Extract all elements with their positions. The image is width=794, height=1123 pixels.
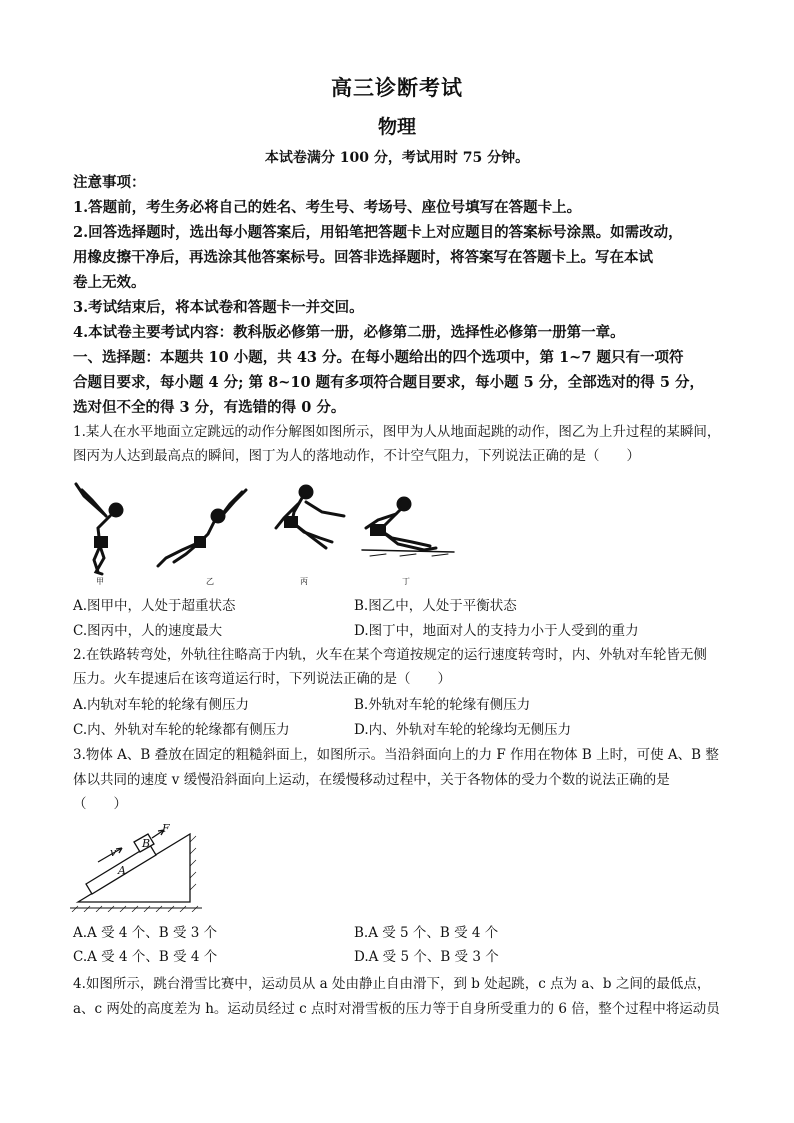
- q1-stem-line-2: 图丙为人达到最高点的瞬间，图丁为人的落地动作，不计空气阻力，下列说法正确的是（ ）: [73, 448, 640, 464]
- jumper-yi: [158, 490, 246, 566]
- note-2-line-2: 用橡皮擦干净后，再选涂其他答案标号。回答非选择题时，将答案写在答题卡上。写在本试: [73, 249, 653, 266]
- section-1-line-1: 一、选择题：本题共 10 小题，共 43 分。在每小题给出的四个选项中，第 1~7 题只有一项符: [73, 349, 684, 366]
- q1-stem-line-1: 1.某人在水平地面立定跳远的动作分解图如图所示，图甲为人从地面起跳的动作，图乙为上升过程的某瞬间，: [73, 424, 721, 440]
- note-1: 1.答题前，考生务必将自己的姓名、考生号、考场号、座位号填写在答题卡上。: [73, 199, 582, 216]
- q1-option-a: A.图甲中，人处于超重状态: [73, 598, 236, 614]
- q3-stem-line-3: （ ）: [73, 796, 127, 812]
- notes-heading: 注意事项：: [73, 174, 146, 191]
- fig-label-yi: 乙: [206, 577, 214, 586]
- q3-label-b: B: [142, 837, 151, 850]
- q1-jump-figure: [70, 476, 470, 588]
- fig-label-ding: 丁: [402, 577, 410, 586]
- q3-label-v: v: [110, 846, 117, 859]
- note-3: 3.考试结束后，将本试卷和答题卡一并交回。: [73, 299, 364, 316]
- jumper-jia: [76, 484, 122, 574]
- section-1-line-3: 选对但不全的得 3 分，有选错的得 0 分。: [73, 399, 346, 416]
- q4-stem-line-1: 4.如图所示，跳台滑雪比赛中，运动员从 a 处由静止自由滑下，到 b 处起跳，c 点为 a、b 之间的最低点，: [73, 976, 711, 992]
- note-2-line-1: 2.回答选择题时，选出每小题答案后，用铅笔把答题卡上对应题目的答案标号涂黑。如需改动，: [73, 224, 683, 241]
- fig-label-bing: 丙: [300, 577, 308, 586]
- q2-option-a: A.内轨对车轮的轮缘有侧压力: [73, 697, 250, 713]
- q1-option-c: C.图丙中，人的速度最大: [73, 623, 223, 639]
- note-4: 4.本试卷主要考试内容：教科版必修第一册，必修第二册，选择性必修第一册第一章。: [73, 324, 625, 341]
- q3-option-a: A.A 受 4 个、B 受 3 个: [73, 925, 218, 941]
- exam-title: 高三诊断考试: [331, 75, 463, 100]
- q3-option-c: C.A 受 4 个、B 受 4 个: [73, 949, 218, 965]
- fig-label-jia: 甲: [96, 577, 104, 586]
- q3-incline-figure: [70, 822, 220, 912]
- q3-option-d: D.A 受 5 个、B 受 3 个: [354, 949, 499, 965]
- q1-option-b: B.图乙中，人处于平衡状态: [354, 598, 517, 614]
- q2-option-d: D.内、外轨对车轮的轮缘均无侧压力: [354, 722, 572, 738]
- q2-option-b: B.外轨对车轮的轮缘有侧压力: [354, 697, 531, 713]
- q2-option-c: C.内、外轨对车轮的轮缘都有侧压力: [73, 722, 290, 738]
- score-info: 本试卷满分 100 分，考试用时 75 分钟。: [264, 150, 530, 166]
- subject-title: 物理: [377, 116, 416, 138]
- section-1-line-2: 合题目要求，每小题 4 分; 第 8~10 题有多项符合题目要求，每小题 5 分，全部选对的得 5 分，: [73, 374, 704, 391]
- note-2-line-3: 卷上无效。: [73, 274, 146, 291]
- jumper-bing: [276, 486, 344, 548]
- q3-stem-line-1: 3.物体 A、B 叠放在固定的粗糙斜面上，如图所示。当沿斜面向上的力 F 作用在物体 B 上时，可使 A、B 整: [73, 747, 719, 763]
- q2-stem-line-2: 压力。火车提速后在该弯道运行时，下列说法正确的是（ ）: [73, 671, 451, 687]
- q3-label-f: F: [162, 822, 170, 835]
- jumper-ding: [362, 498, 454, 556]
- q2-stem-line-1: 2.在铁路转弯处，外轨往往略高于内轨，火车在某个弯道按规定的运行速度转弯时，内、外轨对车轮皆无侧: [73, 647, 707, 663]
- q1-option-d: D.图丁中，地面对人的支持力小于人受到的重力: [354, 623, 639, 639]
- q3-label-a: A: [118, 864, 126, 877]
- q4-stem-line-2: a、c 两处的高度差为 h。运动员经过 c 点时对滑雪板的压力等于自身所受重力的 6 倍，整个过程中将运动员: [73, 1001, 720, 1017]
- q3-stem-line-2: 体以共同的速度 v 缓慢沿斜面向上运动，在缓慢移动过程中，关于各物体的受力个数的说法正确的是: [73, 772, 670, 788]
- q3-option-b: B.A 受 5 个、B 受 4 个: [354, 925, 499, 941]
